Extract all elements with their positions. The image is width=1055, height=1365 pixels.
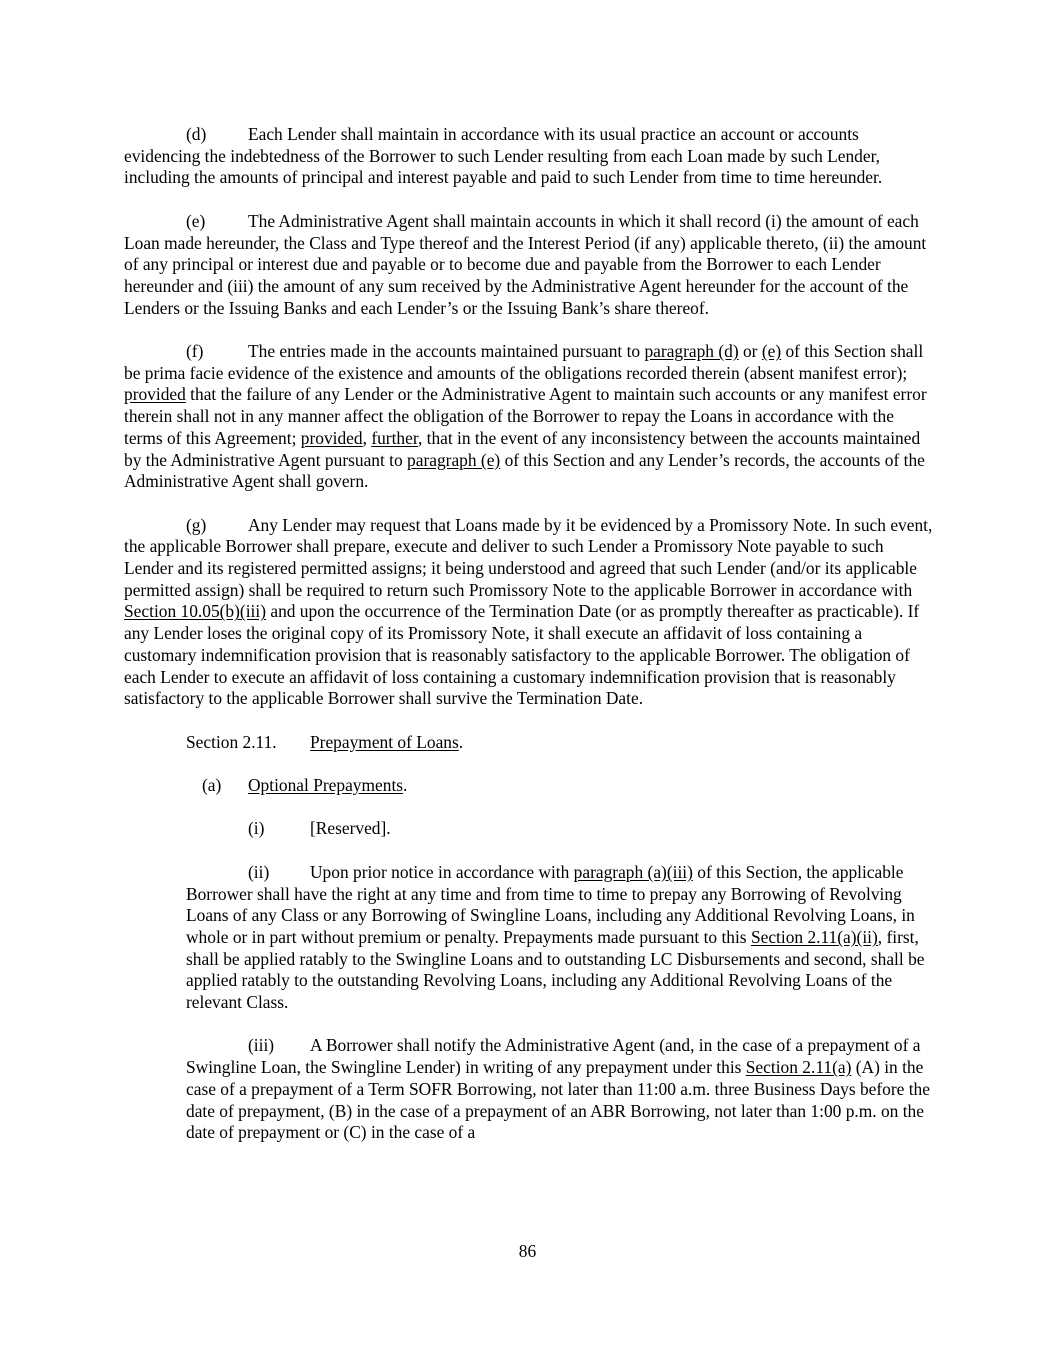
- section-title-period: .: [458, 731, 464, 752]
- page-number: 86: [518, 1241, 537, 1261]
- paragraph-f-text-7: of this Section and any Lender’s records, the accounts of the Administrative Agent shall govern.: [124, 449, 925, 492]
- paragraph-f-text-3: of this Section shall be prima facie evidence of the existence and amounts of the obligations recorded therein (absent manifest error);: [124, 341, 924, 383]
- section-10-05-reference: Section 10.05(b)(iii): [124, 601, 266, 622]
- provided-term: provided: [124, 384, 186, 405]
- paragraph-g: [124, 515, 934, 710]
- paragraph-g-text-2: and upon the occurrence of the Termination Date (or as promptly thereafter as practicable). If any Lender loses the original copy of its Promissory Note, it shall execute an affidavit of loss containing a customary indemnification provision that is reasonably satisfactory to the applicable Borrower. The obligation of each Lender to execute an affidavit of loss containing a customary indemnification provision that is reasonably satisfactory to the applicable Borrower shall survive the Termination Date.: [124, 601, 920, 709]
- paragraph-f-text-6: , that in the event of any inconsistency between the accounts maintained by the Administrative Agent pursuant to: [124, 427, 921, 470]
- item-ii-text-2: of this Section, the applicable Borrower shall have the right at any time and from time to time to prepay any Borrowing of Revolving Loans of any Class or any Borrowing of Swingline Loans, including any Additional Revolving Loans, in whole or in part without premium or penalty. Prepayments made pursuant to this: [186, 861, 915, 947]
- paragraph-a-iii-reference: paragraph (a)(iii): [573, 861, 693, 882]
- sub-block: [186, 862, 934, 1144]
- item-ii-label: (ii): [248, 861, 270, 882]
- paragraph-e-label: (e): [186, 210, 206, 231]
- paragraph-f-label: (f): [186, 341, 204, 361]
- paragraph-g-label: (g): [186, 514, 207, 535]
- subsection-a-heading: [202, 775, 934, 797]
- item-iii-label: (iii): [248, 1035, 275, 1056]
- paragraph-f-text-2: or: [738, 341, 762, 361]
- item-ii-text-3: , first, shall be applied ratably to the Swingline Loans and to outstanding LC Disbursements and second, shall be applied ratably to the outstanding Revolving Loans, including any Additional Revolving Loans of the relevant Class.: [186, 926, 925, 1013]
- paragraph-d-label: (d): [186, 124, 207, 144]
- paragraph-d-reference: paragraph (d): [644, 341, 739, 361]
- section-2-11-a-reference: Section 2.11(a): [745, 1057, 852, 1078]
- further-term: further: [371, 427, 418, 448]
- item-iii-text-1: A Borrower shall notify the Administrative Agent (and, in the case of a prepayment of a Swingline Loan, the Swingline Lender) in writing of any prepayment under this: [186, 1035, 921, 1078]
- paragraph-d-text: Each Lender shall maintain in accordance with its usual practice an account or accounts evidencing the indebtedness of the Borrower to such Lender resulting from each Loan made by such Lender, including the amounts of principal and interest payable and paid to such Lender from time to time hereunder.: [124, 124, 883, 188]
- subsection-a-period: .: [403, 775, 408, 796]
- subsection-a-title: Optional Prepayments: [248, 775, 404, 796]
- section-number: Section 2.11.: [186, 731, 277, 752]
- paragraph-d: [124, 124, 934, 189]
- section-title: Prepayment of Loans: [310, 731, 459, 752]
- item-i-label: (i): [248, 818, 265, 839]
- paragraph-e-text: The Administrative Agent shall maintain accounts in which it shall record (i) the amount of each Loan made hereunder, the Class and Type thereof and the Interest Period (if any) applicable thereto, (ii) the amount of any principal or interest due and payable or to become due and payable from the Borrower to each Lender hereunder and (iii) the amount of any sum received by the Administrative Agent hereunder for the account of the Lenders or the Issuing Banks and each Lender’s or the Issuing Bank’s share thereof.: [124, 210, 927, 318]
- item-i: [248, 818, 934, 840]
- item-i-text: [Reserved].: [310, 818, 391, 839]
- paragraph-e-reference-2: paragraph (e): [407, 449, 501, 470]
- paragraph-e-reference: (e): [761, 341, 782, 361]
- paragraph-f-text-4: that the failure of any Lender or the Administrative Agent to maintain such accounts or any manifest error therein shall not in any manner affect the obligation of the Borrower to repay the Loans in accordance with the terms of this Agreement;: [124, 384, 927, 448]
- item-iii: [186, 1035, 934, 1144]
- document-body: [124, 124, 934, 1166]
- section-2-11-a-ii-reference: Section 2.11(a)(ii): [750, 926, 878, 947]
- paragraph-f-text-5: ,: [362, 427, 372, 448]
- paragraph-e: [124, 211, 934, 320]
- item-ii: [186, 862, 934, 1014]
- paragraph-g-text-1: Any Lender may request that Loans made by it be evidenced by a Promissory Note. In such event, the applicable Borrower shall prepare, execute and deliver to such Lender a Promissory Note payable to such Lender and its registered permitted assigns; it being understood and agreed that such Lender (and/or its applicable permitted assign) shall be required to return such Promissory Note to the applicable Borrower in accordance with: [124, 514, 933, 600]
- paragraph-f: [124, 341, 934, 493]
- item-iii-text-2: (A) in the case of a prepayment of a Term SOFR Borrowing, not later than 11:00 a.m. three Business Days before the date of prepayment, (B) in the case of a prepayment of an ABR Borrowing, not later than 1:00 p.m. on the date of prepayment or (C) in the case of a: [186, 1057, 930, 1143]
- provided-term-2: provided: [300, 427, 363, 448]
- section-heading: [186, 732, 934, 754]
- item-ii-text-1: Upon prior notice in accordance with: [310, 861, 574, 882]
- paragraph-f-text-1: The entries made in the accounts maintained pursuant to: [248, 341, 645, 361]
- subsection-a-label: (a): [202, 775, 222, 796]
